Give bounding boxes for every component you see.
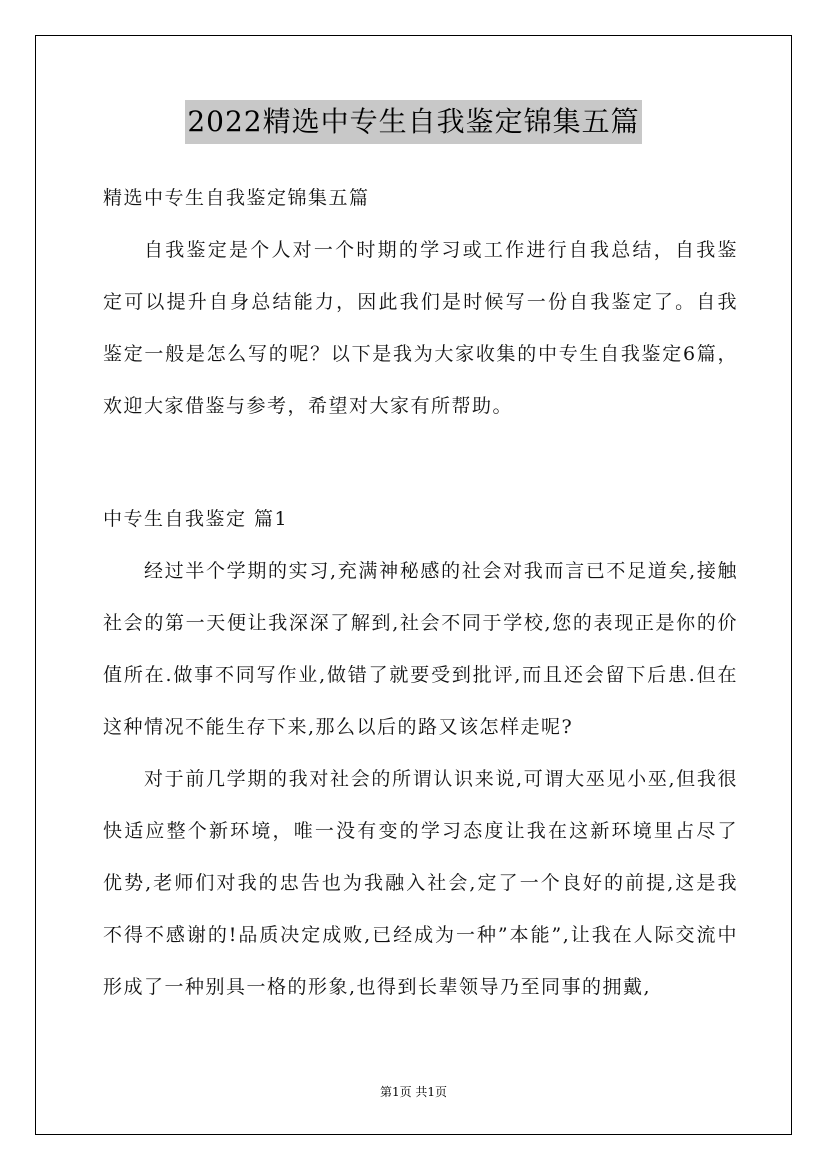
section-body — [103, 493, 738, 1013]
section-heading: 中专生自我鉴定 篇1 — [103, 508, 289, 530]
document-title: 2022精选中专生自我鉴定锦集五篇 — [185, 100, 641, 144]
document-body — [103, 172, 738, 432]
body-paragraph-1: 经过半个学期的实习,充满神秘感的社会对我而言已不足道矣,接触社会的第一天便让我深深了解到,社会不同于学校,您的表现正是你的价值所在.做事不同写作业,做错了就要受到批评,而且还会留下后患.但在这种情况不能生存下来,那么以后的路又该怎样走呢? — [103, 560, 738, 738]
body-paragraph-2: 对于前几学期的我对社会的所谓认识来说,可谓大巫见小巫,但我很快适应整个新环境，唯一没有变的学习态度让我在这新环境里占尽了优势,老师们对我的忠告也为我融入社会,定了一个良好的前提,这是我不得不感谢的!品质决定成败,已经成为一种”本能”,让我在人际交流中形成了一种别具一格的形象,也得到长辈领导乃至同事的拥戴, — [103, 768, 738, 998]
subtitle: 精选中专生自我鉴定锦集五篇 — [103, 187, 370, 209]
intro-paragraph: 自我鉴定是个人对一个时期的学习或工作进行自我总结，自我鉴定可以提升自身总结能力，因此我们是时候写一份自我鉴定了。自我鉴定一般是怎么写的呢？以下是我为大家收集的中专生自我鉴定6篇，欢迎大家借鉴与参考，希望对大家有所帮助。 — [103, 239, 738, 417]
title-container — [0, 100, 827, 144]
page-footer: 第1页 共1页 — [379, 1085, 448, 1099]
